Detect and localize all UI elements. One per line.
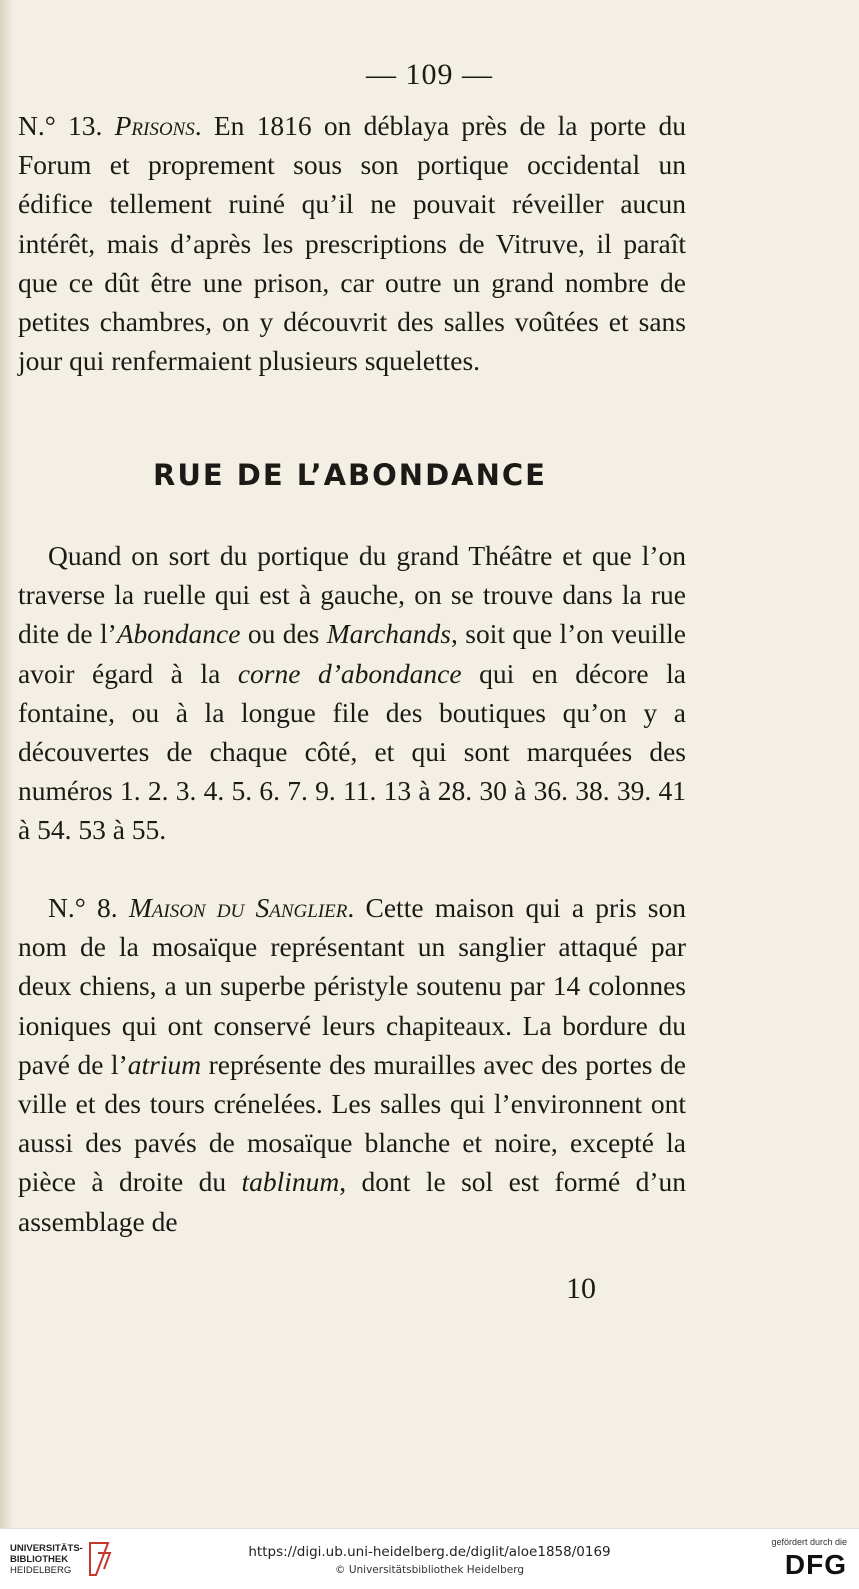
section-heading: RUE DE L’ABONDANCE [153, 458, 547, 492]
text-run: ou des [240, 618, 327, 650]
text-run: représente des murailles avec des portes de ville et des tours crénelées. Les salles qui l’environnent ont aussi des pavés de mosaïque blanche et noire, excepté la pièce à droite du [18, 1048, 686, 1198]
paragraph-sanglier [18, 888, 686, 1241]
italic-term: tablinum [241, 1166, 340, 1198]
printer-signature: 10 [566, 1272, 596, 1305]
italic-term: corne d’abondance [237, 657, 462, 689]
page-number: — 109 — [366, 58, 493, 91]
entry-number: N.° 13. [18, 110, 115, 141]
permalink-url[interactable]: https://digi.ub.uni-heidelberg.de/diglit/aloe1858/0169 [248, 1544, 611, 1560]
viewer-footer [0, 1528, 859, 1589]
text-run: , soit que l’on veuille avoir égard à la [18, 618, 686, 689]
library-line: UNIVERSITÄTS- [10, 1543, 83, 1554]
library-line: BIBLIOTHEK [10, 1554, 69, 1565]
entry-text: . En 1816 on déblaya près de la porte du Forum et proprement sous son portique occidental un édifice tellement ruiné qu’il ne pouvait réveiller aucun intérêt, mais d’après les prescriptions de Vitruve, il paraît que ce dût être une prison, car outre un grand nombre de petites chambres, on y découvrit des salles voûtées et sans jour qui renfermaient plusieurs squelettes. [18, 110, 687, 377]
text-run: qui en décore la fontaine, ou à la longue file des boutiques qu’on y a découvertes de chaque côté, et qui sont marquées des numéros 1. 2. 3. 4. 5. 6. 7. 9. 11. 13 à 28. 30 à 36. 38. 39. 41 à 54. 53 à 55. [18, 657, 686, 846]
copyright-text: © Universitätsbibliothek Heidelberg [334, 1564, 524, 1576]
library-line: HEIDELBERG [10, 1565, 72, 1576]
italic-term: Marchands [326, 618, 452, 650]
entry-title: Maison du Sanglier [128, 892, 348, 923]
italic-term: atrium [127, 1048, 202, 1080]
funder-note: gefördert durch die [771, 1537, 847, 1547]
text-run: . Cette maison qui a pris son nom de la mosaïque représentant un sanglier attaqué par deux chiens, a un superbe péristyle soutenu par 14 colonnes ioniques qui ont conservé leurs chapiteaux. La bordure du pavé de l’ [18, 892, 686, 1080]
paragraph-prisons [18, 106, 686, 380]
dfg-logo: DFG [784, 1549, 847, 1580]
paragraph-abondance [18, 536, 686, 850]
entry-title: Prisons [114, 110, 195, 141]
entry-number: N.° 8. [48, 892, 129, 923]
text-run: Quand on sort du portique du grand Théâtre et que l’on traverse la ruelle qui est à gauche, on se trouve dans la rue dite de l’ [18, 540, 686, 650]
italic-term: Abondance [116, 618, 241, 650]
text-run: , dont le sol est formé d’un assemblage de [18, 1166, 687, 1237]
